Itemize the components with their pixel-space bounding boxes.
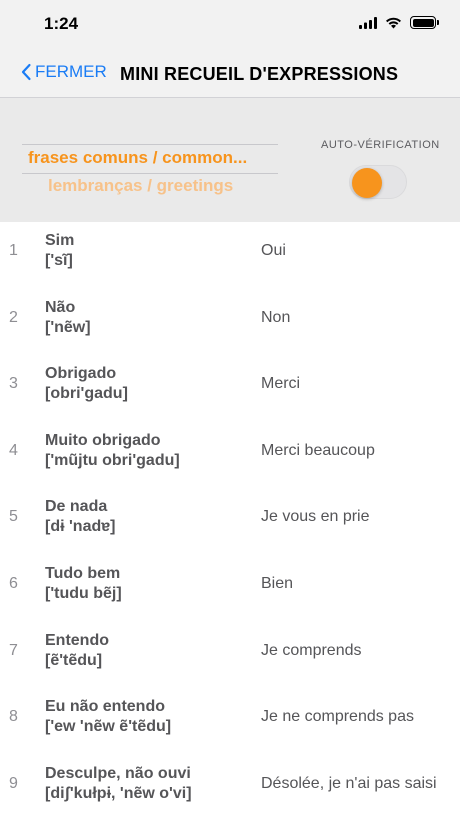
portuguese-phrase: Sim	[45, 232, 75, 249]
list-item[interactable]	[0, 422, 460, 489]
picker-option[interactable]: lembranças / greetings	[48, 176, 234, 195]
pronunciation: [dɨ 'nadɐ]	[45, 518, 116, 536]
row-number: 2	[9, 308, 18, 326]
phrase-list	[0, 222, 460, 818]
french-translation: Merci beaucoup	[261, 441, 375, 459]
signal-icon	[359, 17, 377, 29]
close-button[interactable]	[20, 62, 107, 82]
pronunciation: [diʃ'kułpɨ, 'nẽw o'vi]	[45, 784, 192, 802]
picker-divider-bottom	[22, 173, 278, 174]
row-number: 4	[9, 441, 18, 459]
auto-check-label: AUTO-VÉRIFICATION	[321, 139, 440, 151]
list-item[interactable]	[0, 555, 460, 622]
french-translation: Oui	[261, 242, 286, 259]
portuguese-phrase: De nada	[45, 498, 108, 516]
list-item[interactable]	[0, 355, 460, 422]
list-item[interactable]	[0, 688, 460, 755]
pronunciation: ['nẽw]	[45, 318, 91, 336]
row-number: 8	[9, 708, 18, 726]
status-icons	[359, 16, 436, 29]
status-bar	[0, 0, 460, 50]
row-number: 9	[9, 774, 18, 792]
battery-icon	[410, 16, 436, 29]
pronunciation: ['mũjtu obri'gadu]	[45, 451, 180, 469]
status-time: 1:24	[44, 14, 79, 33]
french-translation: Je vous en prie	[261, 508, 370, 526]
list-item[interactable]	[0, 222, 460, 289]
portuguese-phrase: Tudo bem	[45, 564, 121, 582]
category-picker[interactable]	[22, 138, 280, 218]
row-number: 5	[9, 508, 18, 526]
list-item[interactable]	[0, 755, 460, 818]
navigation-bar	[0, 50, 460, 98]
portuguese-phrase: Muito obrigado	[45, 431, 161, 449]
close-button-label: FERMER	[35, 62, 107, 81]
french-translation: Bien	[261, 574, 294, 592]
page-title: MINI RECUEIL D'EXPRESSIONS	[120, 64, 399, 84]
pronunciation: [obri'gadu]	[45, 385, 128, 403]
row-number: 6	[9, 574, 18, 592]
wifi-icon	[385, 17, 402, 29]
pronunciation: ['sĩ]	[45, 252, 73, 269]
chevron-left-icon	[20, 63, 32, 81]
french-translation: Non	[261, 308, 291, 326]
picker-selected-option[interactable]: frases comuns / common...	[28, 148, 248, 167]
portuguese-phrase: Desculpe, não ouvi	[45, 764, 191, 782]
list-item[interactable]	[0, 622, 460, 689]
picker-divider-top	[22, 144, 278, 145]
list-item[interactable]	[0, 488, 460, 555]
control-panel	[0, 98, 460, 222]
portuguese-phrase: Entendo	[45, 631, 109, 649]
french-translation: Merci	[261, 375, 301, 393]
portuguese-phrase: Obrigado	[45, 365, 117, 383]
pronunciation: [ẽ'tẽdu]	[45, 651, 103, 669]
row-number: 3	[9, 375, 18, 393]
french-translation: Je ne comprends pas	[261, 708, 414, 726]
list-item[interactable]	[0, 289, 460, 356]
row-number: 1	[9, 242, 18, 259]
row-number: 7	[9, 641, 18, 659]
toggle-knob	[352, 168, 382, 198]
french-translation: Je comprends	[261, 641, 362, 659]
portuguese-phrase: Eu não entendo	[45, 698, 165, 716]
auto-check-toggle[interactable]	[349, 165, 407, 199]
pronunciation: ['ew 'nẽw ẽ'tẽdu]	[45, 718, 172, 736]
portuguese-phrase: Não	[45, 298, 76, 316]
french-translation: Désolée, je n'ai pas saisi	[261, 774, 437, 792]
pronunciation: ['tudu bẽj]	[45, 584, 122, 602]
